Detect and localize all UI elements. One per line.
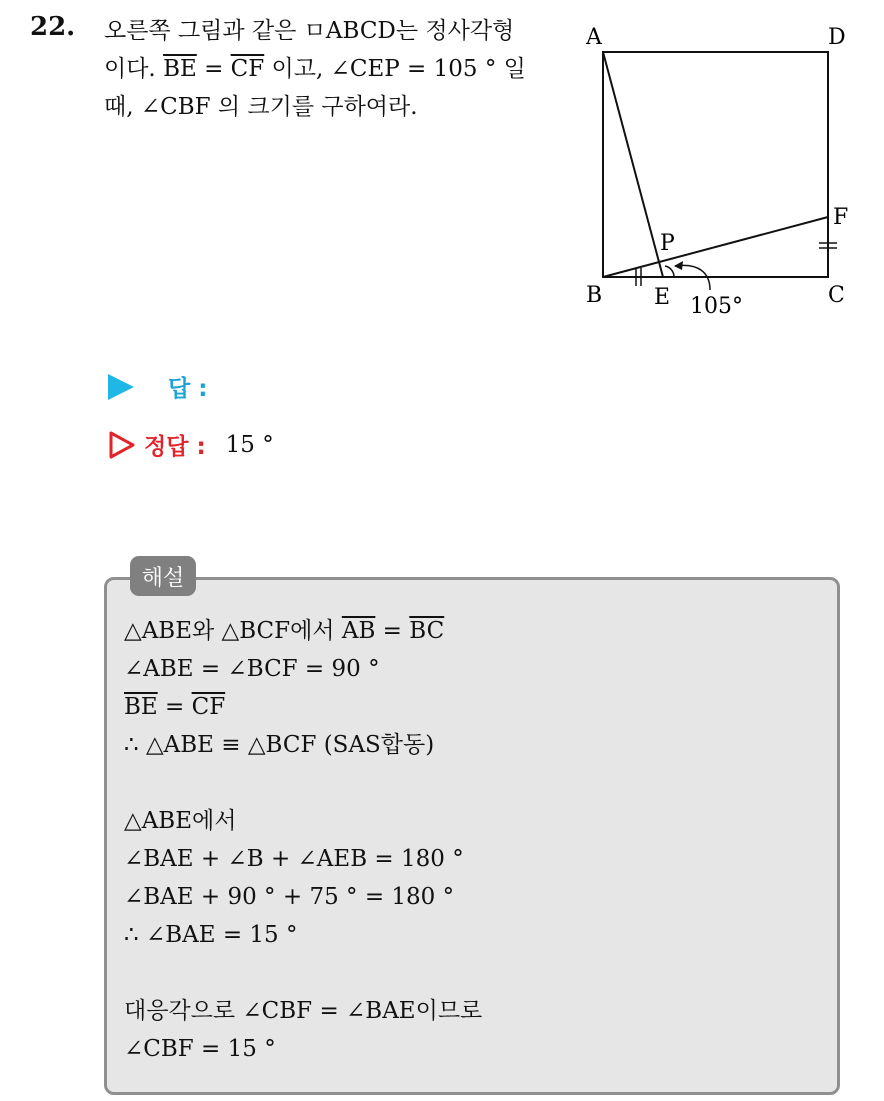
- square-figure: [570, 10, 870, 320]
- label-a: A: [586, 25, 602, 50]
- answer-row: [108, 370, 207, 403]
- solution-text-segment: △ABE와 △BCF에서: [124, 618, 342, 644]
- correct-answer-label: 정답 :: [144, 434, 206, 460]
- answer-label: 답 :: [168, 376, 208, 402]
- solution-line: ∠CBF = 15 °: [124, 1036, 276, 1062]
- label-d: D: [828, 25, 846, 50]
- correct-answer-row: [108, 428, 274, 461]
- solution-line: ∠BAE + ∠B + ∠AEB = 180 °: [124, 846, 464, 872]
- question-text: [104, 12, 564, 126]
- angle-label: 105°: [690, 294, 743, 319]
- solution-line: 대응각으로 ∠CBF = ∠BAE이므로: [124, 998, 483, 1024]
- segment-ae: [603, 52, 663, 277]
- equals-sign: =: [375, 618, 410, 644]
- question-text-segment: 이고, ∠CEP = 105 ° 일: [264, 56, 526, 82]
- segment-cf: $\overline{CF}$: [191, 694, 226, 720]
- solution-line: △ABE에서: [124, 808, 237, 834]
- segment-cf: $\overline{CF}$: [230, 56, 265, 82]
- solution-line: ∴ ∠BAE = 15 °: [124, 922, 298, 948]
- segment-bc: $\overline{BC}$: [409, 618, 445, 644]
- solution-line: ∴ △ABE ≡ △BCF (SAS합동): [124, 732, 435, 758]
- segment-be: $\overline{BE}$: [124, 694, 158, 720]
- label-f: F: [833, 205, 849, 230]
- question-line-3: 때, ∠CBF 의 크기를 구하여라.: [104, 94, 418, 120]
- equals-sign: =: [157, 694, 192, 720]
- solution-line: [124, 612, 824, 650]
- arrow-head: [674, 261, 683, 270]
- segment-be: $\overline{BE}$: [163, 56, 197, 82]
- segment-ab: $\overline{AB}$: [341, 618, 376, 644]
- solution-line: ∠BAE + 90 ° + 75 ° = 180 °: [124, 884, 455, 910]
- blank-line: [124, 764, 824, 802]
- solution-line: ∠ABE = ∠BCF = 90 °: [124, 656, 380, 682]
- solution-content: [124, 612, 824, 1068]
- solution-tag: 해설: [130, 556, 196, 596]
- blank-line: [124, 954, 824, 992]
- question-number: 22.: [30, 12, 76, 42]
- square-abcd: [603, 52, 828, 277]
- label-e: E: [654, 285, 671, 310]
- question-line-1: 오른쪽 그림과 같은 ㅁABCD는 정사각형: [104, 18, 515, 44]
- question-line-2: [104, 50, 564, 88]
- correct-answer-value: 15 °: [225, 431, 274, 458]
- label-b: B: [586, 283, 603, 308]
- label-p: P: [660, 231, 675, 256]
- question-text-segment: 이다.: [104, 56, 164, 82]
- label-c: C: [828, 283, 845, 308]
- equals-sign: =: [196, 56, 231, 82]
- play-outline-icon: [108, 431, 136, 459]
- angle-arc: [665, 266, 674, 277]
- play-filled-icon: [108, 374, 134, 400]
- solution-line: [124, 688, 824, 726]
